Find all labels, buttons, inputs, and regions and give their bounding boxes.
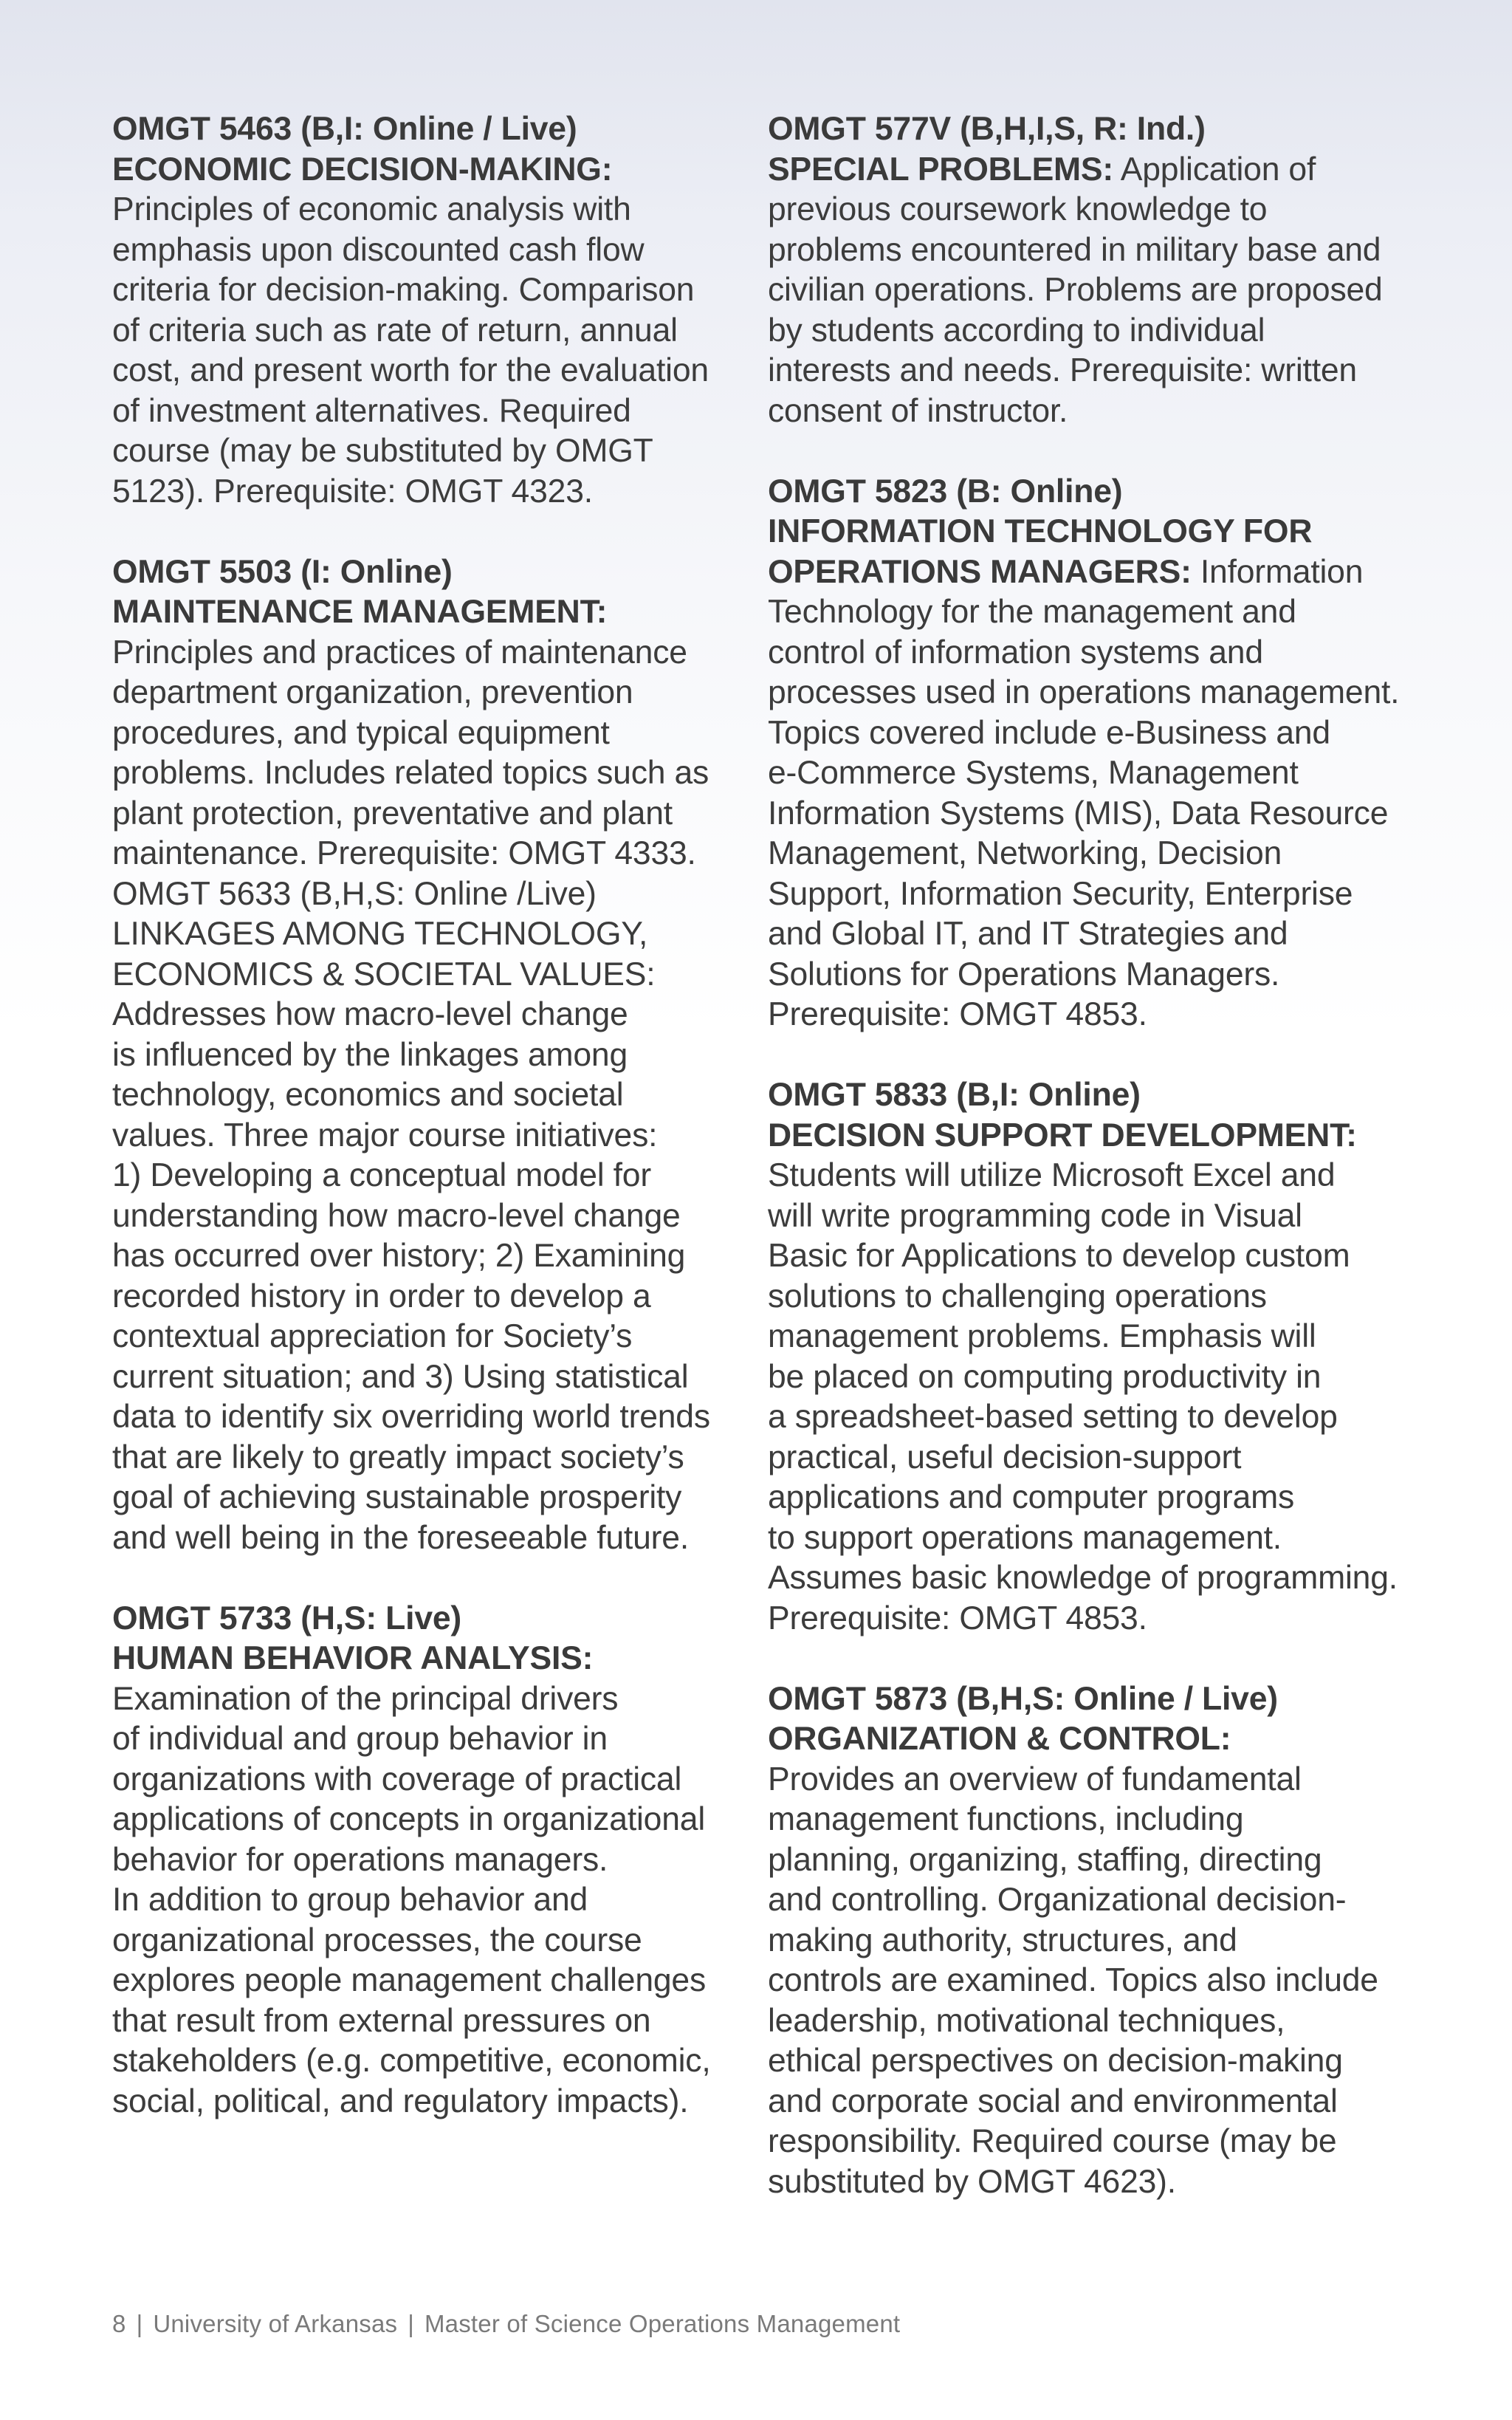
course-desc-line: behavior for operations managers. [112,1841,608,1878]
course-desc-line: In addition to group behavior and [112,1882,588,1918]
course-desc-line: that result from external pressures on [112,2002,651,2039]
course-desc-line: Technology for the management and [768,594,1296,630]
course-desc-line: and corporate social and environmental [768,2083,1338,2119]
course-omgt-5733 [112,1599,762,2122]
footer-institution: University of Arkansas [153,2310,398,2337]
course-desc-line: 5123). Prerequisite: OMGT 4323. [112,473,593,510]
course-title: DECISION SUPPORT DEVELOPMENT: [768,1117,1357,1154]
course-desc-line: Topics covered include e-Business and [768,714,1330,751]
course-desc-line: values. Three major course initiatives: [112,1117,658,1154]
footer-program: Master of Science Operations Management [424,2310,901,2337]
course-desc-line: by students according to individual [768,312,1265,349]
right-column [768,109,1418,2243]
page-footer [112,2310,900,2338]
course-desc-line: social, political, and regulatory impacts). [112,2083,689,2119]
course-title: OPERATIONS MANAGERS: [768,553,1192,590]
course-desc-start: Information [1191,553,1364,590]
course-desc-line: management functions, including [768,1801,1244,1837]
course-desc-line: understanding how macro-level change [112,1197,681,1234]
footer-separator: | [136,2310,143,2337]
course-title-line [768,150,1418,191]
course-desc-start: Application of [1113,151,1316,188]
course-desc-line: current situation; and 3) Using statistical [112,1358,689,1395]
course-desc-line: problems. Includes related topics such as [112,755,709,791]
course-desc-line: interests and needs. Prerequisite: written [768,352,1357,388]
course-desc-line: management problems. Emphasis will [768,1318,1316,1354]
course-desc-line: controls are examined. Topics also include [768,1962,1378,1998]
course-desc-line: goal of achieving sustainable prosperity [112,1479,682,1515]
course-desc-line: Prerequisite: OMGT 4853. [768,996,1147,1032]
course-desc-line: Basic for Applications to develop custom [768,1238,1350,1274]
course-title: LINKAGES AMONG TECHNOLOGY, [112,916,648,952]
course-code-line: OMGT 5823 (B: Online) [768,473,1123,510]
course-omgt-5833 [768,1075,1418,1639]
course-code-line: OMGT 5873 (B,H,S: Online / Live) [768,1680,1278,1717]
course-desc-line: recorded history in order to develop a [112,1278,651,1314]
course-desc-line: department organization, prevention [112,674,633,710]
course-desc-line: procedures, and typical equipment [112,714,610,751]
course-code-line: OMGT 577V (B,H,I,S, R: Ind.) [768,111,1206,147]
course-desc-line: Students will utilize Microsoft Excel and [768,1157,1336,1193]
course-desc-line: organizational processes, the course [112,1922,642,1958]
course-omgt-5633 [112,874,762,1559]
course-desc-line: control of information systems and [768,634,1263,671]
course-desc-line: to support operations management. [768,1519,1282,1556]
course-desc-line: Prerequisite: OMGT 4853. [768,1600,1147,1636]
course-title-line [768,552,1418,593]
course-desc-line: be placed on computing productivity in [768,1358,1322,1395]
course-desc-line: Principles of economic analysis with [112,191,631,227]
course-desc-line: has occurred over history; 2) Examining [112,1238,686,1274]
footer-separator: | [408,2310,414,2337]
course-desc-line: e-Commerce Systems, Management [768,755,1299,791]
course-desc-line: Principles and practices of maintenance [112,634,687,671]
course-desc-line: leadership, motivational techniques, [768,2002,1285,2039]
course-desc-line: data to identify six overriding world trends [112,1399,710,1435]
course-desc-line: technology, economics and societal [112,1077,624,1113]
course-desc-line: Assumes basic knowledge of programming. [768,1560,1398,1596]
course-desc-line: consent of instructor. [768,392,1068,429]
course-desc-line: that are likely to greatly impact society’s [112,1439,684,1475]
course-title: INFORMATION TECHNOLOGY FOR [768,513,1313,549]
course-desc-line: practical, useful decision-support [768,1439,1242,1475]
course-desc-line: problems encountered in military base and [768,231,1381,268]
course-desc-line: cost, and present worth for the evaluation [112,352,709,388]
course-desc-line: Examination of the principal drivers [112,1680,619,1717]
course-desc-line: maintenance. Prerequisite: OMGT 4333. [112,835,696,871]
course-omgt-5823 [768,472,1418,1035]
course-desc-line: of investment alternatives. Required [112,392,631,429]
course-code-line: OMGT 5833 (B,I: Online) [768,1077,1141,1113]
course-code-line: OMGT 5733 (H,S: Live) [112,1600,462,1636]
course-desc-line: stakeholders (e.g. competitive, economic, [112,2043,711,2079]
course-desc-line: criteria for decision-making. Comparison [112,272,695,308]
course-desc-line: solutions to challenging operations [768,1278,1267,1314]
course-desc-line: substituted by OMGT 4623). [768,2163,1176,2200]
course-desc-line: applications of concepts in organizational [112,1801,706,1837]
course-desc-line: will write programming code in Visual [768,1197,1302,1234]
course-desc-line: is influenced by the linkages among [112,1036,628,1073]
course-desc-line: civilian operations. Problems are proposed [768,272,1383,308]
course-desc-line: responsibility. Required course (may be [768,2123,1337,2159]
course-title: ORGANIZATION & CONTROL: [768,1721,1231,1757]
course-desc-line: and well being in the foreseeable future. [112,1519,689,1556]
course-code-line: OMGT 5633 (B,H,S: Online /Live) [112,875,597,912]
course-desc-line: course (may be substituted by OMGT [112,433,653,469]
course-code-line: OMGT 5463 (B,I: Online / Live) [112,111,577,147]
course-omgt-5503 [112,552,762,874]
course-desc-line: ethical perspectives on decision-making [768,2043,1343,2079]
course-desc-line: applications and computer programs [768,1479,1295,1515]
course-desc-line: plant protection, preventative and plant [112,795,673,832]
course-desc-line: processes used in operations management. [768,674,1400,710]
course-desc-line: Provides an overview of fundamental [768,1761,1302,1797]
course-desc-line: Addresses how macro-level change [112,996,628,1032]
course-desc-line: of individual and group behavior in [112,1721,608,1757]
course-omgt-577v [768,109,1418,431]
course-desc-line: Solutions for Operations Managers. [768,956,1280,993]
course-code-line: OMGT 5503 (I: Online) [112,553,453,590]
left-column [112,109,762,2162]
course-title: HUMAN BEHAVIOR ANALYSIS: [112,1640,594,1676]
course-desc-line: emphasis upon discounted cash flow [112,231,645,268]
page-number: 8 [112,2310,126,2337]
course-desc-line: and Global IT, and IT Strategies and [768,916,1288,952]
course-desc-line: organizations with coverage of practical [112,1761,682,1797]
course-desc-line: explores people management challenges [112,1962,707,1998]
course-desc-line: contextual appreciation for Society’s [112,1318,633,1354]
course-desc-line: 1) Developing a conceptual model for [112,1157,651,1193]
course-title: ECONOMICS & SOCIETAL VALUES: [112,956,656,993]
course-omgt-5463 [112,109,762,512]
course-desc-line: making authority, structures, and [768,1922,1237,1958]
course-desc-line: Information Systems (MIS), Data Resource [768,795,1389,832]
course-title: ECONOMIC DECISION-MAKING: [112,151,613,188]
course-desc-line: Support, Information Security, Enterprise [768,875,1353,912]
course-desc-line: of criteria such as rate of return, annual [112,312,678,349]
course-desc-line: and controlling. Organizational decision- [768,1882,1347,1918]
course-desc-line: Management, Networking, Decision [768,835,1282,871]
course-omgt-5873 [768,1679,1418,2203]
course-title: SPECIAL PROBLEMS: [768,151,1114,188]
course-desc-line: previous coursework knowledge to [768,191,1268,227]
course-desc-line: planning, organizing, staffing, directing [768,1841,1322,1878]
course-title: MAINTENANCE MANAGEMENT: [112,594,608,630]
course-desc-line: a spreadsheet-based setting to develop [768,1399,1338,1435]
